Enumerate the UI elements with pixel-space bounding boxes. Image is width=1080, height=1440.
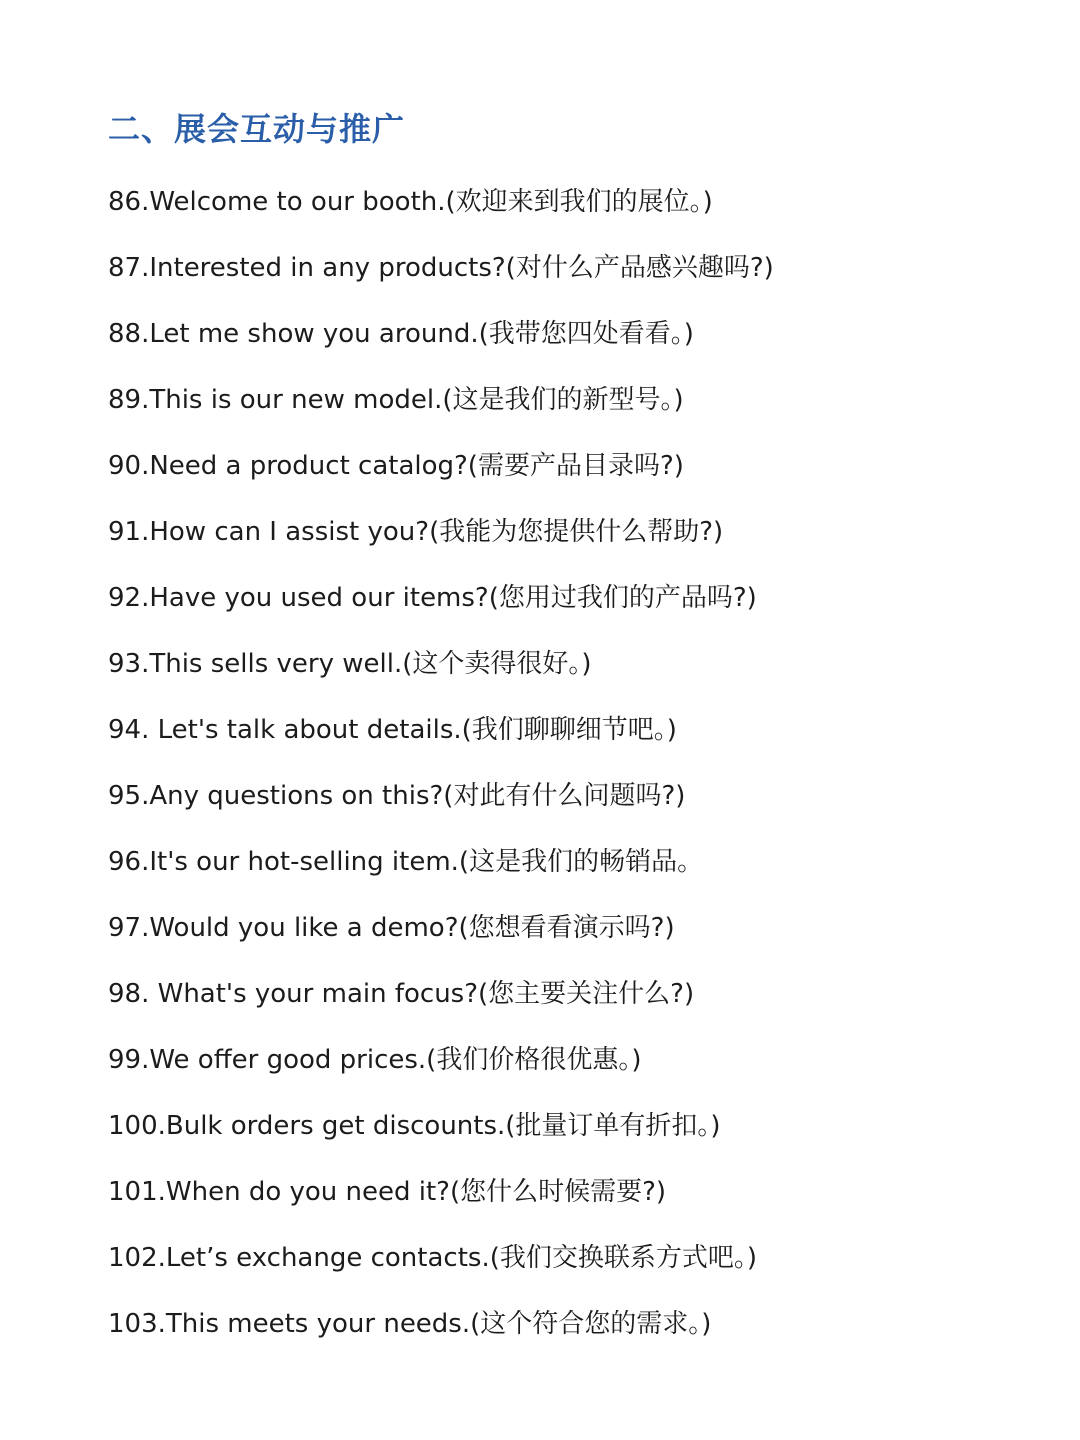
phrase-item: 87.Interested in any products?(对什么产品感兴趣吗?) (108, 253, 774, 283)
document-page (108, 106, 1040, 1339)
section-title: 二、展会互动与推广 (108, 110, 406, 148)
phrase-item: 103.This meets your needs.(这个符合您的需求。) (108, 1309, 712, 1339)
phrase-item: 94. Let's talk about details.(我们聊聊细节吧。) (108, 715, 677, 745)
phrase-item: 101.When do you need it?(您什么时候需要?) (108, 1177, 667, 1207)
phrase-item: 98. What's your main focus?(您主要关注什么?) (108, 979, 695, 1009)
phrase-item: 100.Bulk orders get discounts.(批量订单有折扣。) (108, 1111, 721, 1141)
phrase-item: 88.Let me show you around.(我带您四处看看。) (108, 319, 694, 349)
phrase-item: 96.It's our hot-selling item.(这是我们的畅销品。 (108, 847, 704, 877)
phrase-item: 89.This is our new model.(这是我们的新型号。) (108, 385, 684, 415)
phrase-item: 102.Let’s exchange contacts.(我们交换联系方式吧。) (108, 1243, 757, 1273)
phrase-item: 97.Would you like a demo?(您想看看演示吗?) (108, 913, 675, 943)
phrase-item: 86.Welcome to our booth.(欢迎来到我们的展位。) (108, 187, 713, 217)
phrase-list (108, 180, 774, 1368)
phrase-item: 99.We offer good prices.(我们价格很优惠。) (108, 1045, 642, 1075)
phrase-item: 90.Need a product catalog?(需要产品目录吗?) (108, 451, 684, 481)
phrase-item: 91.How can I assist you?(我能为您提供什么帮助?) (108, 517, 724, 547)
phrase-item: 93.This sells very well.(这个卖得很好。) (108, 649, 592, 679)
phrase-item: 92.Have you used our items?(您用过我们的产品吗?) (108, 583, 757, 613)
phrase-item: 95.Any questions on this?(对此有什么问题吗?) (108, 781, 686, 811)
